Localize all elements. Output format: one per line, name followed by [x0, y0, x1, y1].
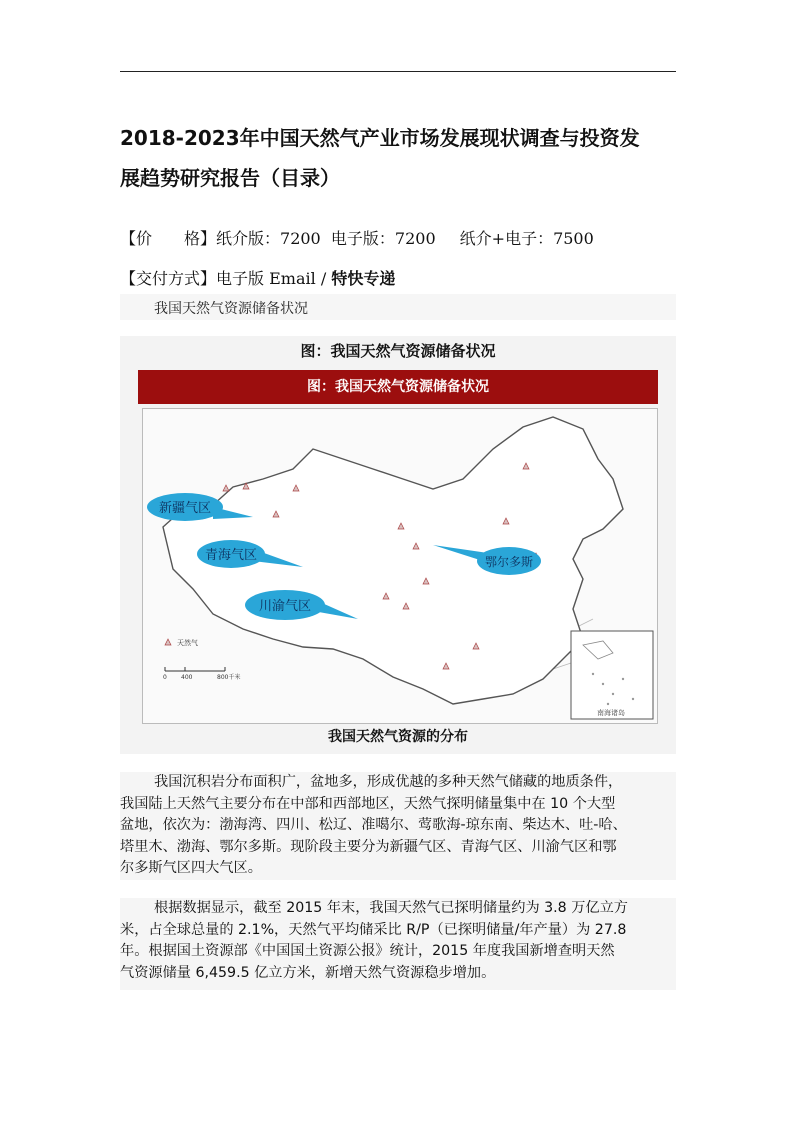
report-title — [120, 118, 680, 198]
price-line — [120, 226, 594, 249]
paragraph-2-line: 米，占全球总量的 2.1%，天然气平均储采比 R/P（已探明储量/年产量）为 27.8 — [120, 921, 627, 938]
delivery-label: 【交付方式】 — [120, 269, 217, 288]
delivery-express: 特快专递 — [331, 269, 396, 288]
scale-800: 800千米 — [217, 674, 241, 681]
map-svg — [143, 409, 657, 723]
paragraph-1-line: 我国沉积岩分布面积广，盆地多，形成优越的多种天然气储藏的地质条件， — [154, 774, 623, 790]
china-gas-map — [142, 408, 658, 724]
paragraph-1-line: 我国陆上天然气主要分布在中部和西部地区，天然气探明储量集中在 10 个大型 — [120, 795, 616, 812]
report-title-line-1: 2018-2023年中国天然气产业市场发展现状调查与投资发 — [120, 126, 640, 150]
price-label: 【价 格】 — [120, 229, 217, 248]
inset-label: 南海诸岛 — [597, 709, 625, 717]
section-caption: 我国天然气资源储备状况 — [154, 301, 308, 317]
region-label-chuanyu: 川渝气区 — [258, 599, 312, 614]
legend-label: 天然气 — [177, 639, 198, 647]
paragraph-1-line: 塔里木、渤海、鄂尔多斯。现阶段主要分为新疆气区、青海气区、川渝气区和鄂 — [120, 838, 617, 855]
price-combo: 纸介+电子：7500 — [459, 229, 594, 248]
scale-400: 400 — [181, 674, 193, 681]
report-title-line-2: 展趋势研究报告（目录） — [120, 166, 340, 190]
price-digital: 电子版：7200 — [330, 229, 436, 248]
paragraph-1 — [120, 772, 676, 880]
map-bottom-caption: 我国天然气资源的分布 — [328, 729, 468, 745]
paragraph-2-line: 年。根据国土资源部《中国国土资源公报》统计，2015 年度我国新增查明天然 — [120, 943, 615, 959]
region-label-xinjiang: 新疆气区 — [158, 501, 212, 516]
map-figure — [120, 336, 676, 754]
region-label-ordos: 鄂尔多斯 — [484, 555, 534, 569]
header-rule — [120, 71, 676, 72]
figure-banner: 图：我国天然气资源储备状况 — [138, 370, 658, 404]
paragraph-2-line: 根据数据显示，截至 2015 年末，我国天然气已探明储量约为 3.8 万亿立方 — [154, 900, 628, 916]
paragraph-2 — [120, 898, 676, 990]
paragraph-1-line: 盆地，依次为：渤海湾、四川、松辽、准噶尔、莺歌海-琼东南、柴达木、吐-哈、 — [120, 817, 627, 833]
delivery-method: 电子版 Email / — [216, 269, 327, 288]
price-paper: 纸介版：7200 — [216, 229, 321, 248]
section-caption-bar — [120, 294, 676, 320]
delivery-line — [120, 266, 395, 289]
paragraph-2-line: 气资源储量 6,459.5 亿立方米，新增天然气资源稳步增加。 — [120, 964, 496, 981]
region-label-qinghai: 青海气区 — [204, 548, 258, 563]
scale-0: 0 — [163, 674, 167, 681]
figure-title: 图：我国天然气资源储备状况 — [300, 342, 496, 360]
paragraph-1-line: 尔多斯气区四大气区。 — [120, 860, 262, 876]
